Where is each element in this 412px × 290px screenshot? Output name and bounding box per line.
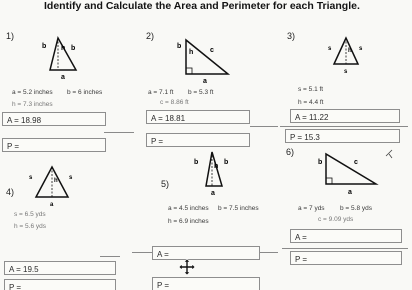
problem-6-triangle xyxy=(320,148,400,198)
problem-2-perimeter-box[interactable] xyxy=(146,133,250,147)
problem-2-answer-line xyxy=(250,126,278,127)
problem-5-label-b-left: b xyxy=(194,159,199,166)
problem-5-label-b-right: b xyxy=(224,159,229,166)
problem-6-perimeter-answer: P = xyxy=(295,255,308,264)
problem-5-label-a: a xyxy=(211,190,215,197)
problem-3-label-s-left: s xyxy=(328,46,332,52)
problem-4-label-h: h xyxy=(54,178,58,184)
problem-3-given-s: s = 5.1 ft xyxy=(298,86,324,93)
problem-5-triangle xyxy=(186,150,246,198)
problem-3-perimeter-answer: P = 15.3 xyxy=(290,133,320,142)
problem-6-perimeter-box[interactable] xyxy=(290,251,402,265)
problem-6-label-c: c xyxy=(354,159,358,166)
problem-6-label-a: a xyxy=(348,189,352,196)
problem-5-area-answer: A = xyxy=(157,250,169,259)
problem-5-answer-line-right xyxy=(260,252,278,253)
problem-4-given-h: h = 5.6 yds xyxy=(14,223,46,230)
problem-4-area-box[interactable] xyxy=(4,261,116,275)
problem-1-given-a: a = 5.2 inches xyxy=(12,89,53,96)
problem-1-answer-line xyxy=(104,132,134,133)
problem-6-given-b: b = 5.8 yds xyxy=(340,205,372,212)
problem-3-area-box[interactable] xyxy=(290,109,400,123)
problem-2-given-b: b = 5.3 ft xyxy=(188,89,214,96)
problem-4-number: 4) xyxy=(6,187,15,197)
worksheet-title: Identify and Calculate the Area and Perimeter for each Triangle. xyxy=(44,0,360,12)
problem-1-triangle xyxy=(40,36,100,80)
problem-1-perimeter-answer: P = xyxy=(7,142,20,151)
problem-1-given-h: h = 7.3 inches xyxy=(12,101,53,108)
problem-3-area-answer: A = 11.22 xyxy=(295,113,329,122)
problem-5-label-h: h xyxy=(214,163,219,170)
problem-2-label-c: c xyxy=(210,47,214,54)
problem-3-label-s-right: s xyxy=(359,46,363,52)
problem-6-answer-line xyxy=(282,248,408,249)
problem-4-perimeter-box[interactable] xyxy=(4,279,116,290)
problem-1-number: 1) xyxy=(6,31,15,41)
problem-3-label-s-bottom: s xyxy=(344,69,348,75)
problem-6-label-b: b xyxy=(318,159,323,166)
problem-1-area-box[interactable] xyxy=(2,112,106,126)
move-cursor-icon xyxy=(178,258,196,276)
problem-4-label-a: a xyxy=(50,202,54,208)
problem-1-perimeter-box[interactable] xyxy=(2,138,106,152)
problem-2-triangle xyxy=(176,36,246,84)
problem-5-given-a: a = 4.5 inches xyxy=(168,205,209,212)
problem-6-given-c: c = 9.09 yds xyxy=(318,216,354,223)
problem-5-area-box[interactable] xyxy=(152,246,260,260)
problem-3-label-h: h xyxy=(348,48,352,54)
problem-4-label-s-right: s xyxy=(69,175,73,181)
problem-1-given-b: b = 6 inches xyxy=(67,89,103,96)
problem-2-number: 2) xyxy=(146,31,155,41)
problem-2-area-answer: A = 18.81 xyxy=(151,114,186,123)
problem-6-area-box[interactable] xyxy=(290,229,402,243)
problem-3-triangle xyxy=(320,36,380,76)
problem-4-answer-line xyxy=(100,256,120,257)
problem-1-label-a: a xyxy=(61,74,65,81)
problem-4-label-s-left: s xyxy=(29,175,33,181)
problem-5-perimeter-box[interactable] xyxy=(152,277,260,290)
problem-4-triangle xyxy=(22,164,84,208)
problem-5-given-h: h = 6.9 inches xyxy=(168,218,209,225)
problem-3-given-h: h = 4.4 ft xyxy=(298,99,324,106)
problem-6-area-answer: A = xyxy=(295,233,307,242)
problem-5-perimeter-answer: P = xyxy=(157,281,170,290)
problem-4-perimeter-answer: P = xyxy=(9,283,22,290)
problem-4-area-answer: A = 19.5 xyxy=(9,265,39,274)
problem-3-number: 3) xyxy=(287,31,296,41)
problem-3-answer-line xyxy=(280,126,408,127)
problem-2-given-a: a = 7.1 ft xyxy=(148,89,174,96)
problem-5-given-b: b = 7.5 inches xyxy=(218,205,259,212)
problem-1-label-b-left: b xyxy=(42,43,47,50)
problem-2-label-a: a xyxy=(203,78,207,85)
problem-2-label-b: b xyxy=(177,43,182,50)
problem-6-given-a: a = 7 yds xyxy=(298,205,325,212)
problem-1-area-answer: A = 18.98 xyxy=(7,116,42,125)
problem-1-label-h: h xyxy=(61,45,66,52)
problem-2-given-c: c = 8.86 ft xyxy=(160,99,189,106)
problem-3-perimeter-box[interactable] xyxy=(285,129,400,143)
problem-1-label-b-right: b xyxy=(71,45,76,52)
problem-5-number: 5) xyxy=(161,179,170,189)
problem-2-area-box[interactable] xyxy=(146,110,250,124)
problem-2-perimeter-answer: P = xyxy=(151,137,164,146)
problem-5-answer-line-left xyxy=(132,252,152,253)
problem-4-given-s: s = 6.5 yds xyxy=(14,211,46,218)
problem-2-label-h: h xyxy=(189,49,194,56)
problem-6-number: 6) xyxy=(286,147,295,157)
